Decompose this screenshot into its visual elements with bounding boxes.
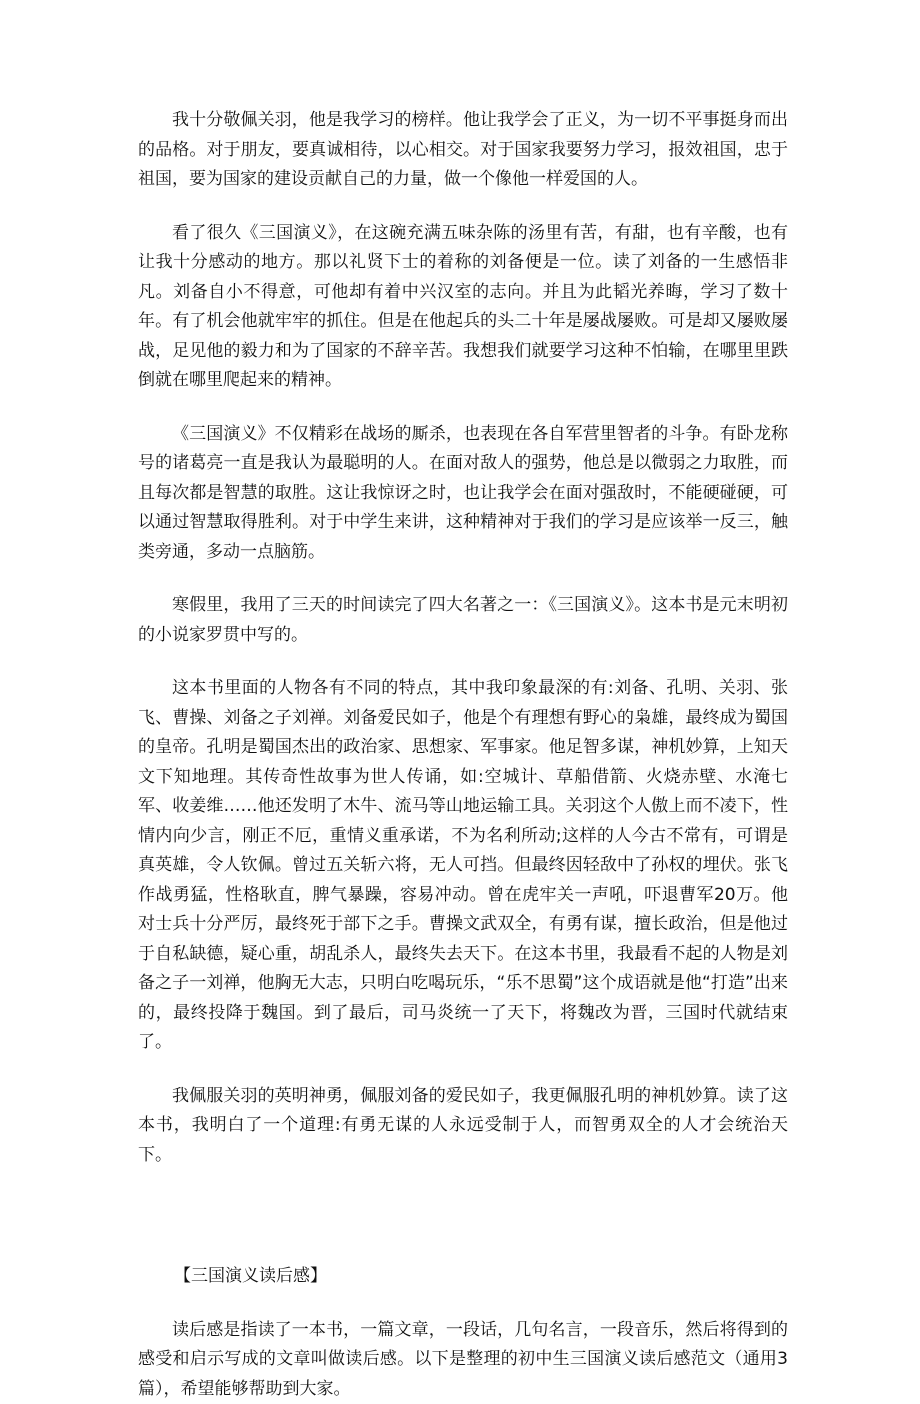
paragraph-spacer [138,396,788,420]
document-body [138,106,788,1404]
section-heading: 【三国演义读后感】 [138,1262,788,1292]
paragraph-zhuge-wisdom: 《三国演义》不仅精彩在战场的厮杀，也表现在各自军营里智者的斗争。有卧龙称号的诸葛亮一直是我认为最聪明的人。在面对敌人的强势，他总是以微弱之力取胜，而且每次都是智慧的取胜。这让我惊讶之时，也让我学会在面对强敌时，不能硬碰硬，可以通过智慧取得胜利。对于中学生来讲，这种精神对于我们的学习是应该举一反三，触类旁通，多动一点脑筋。 [138,420,788,568]
paragraph-spacer [138,650,788,674]
paragraph-conclusion: 我佩服关羽的英明神勇，佩服刘备的爱民如子，我更佩服孔明的神机妙算。读了这本书，我明白了一个道理:有勇无谋的人永远受制于人，而智勇双全的人才会统治天下。 [138,1082,788,1171]
paragraph-intro: 读后感是指读了一本书，一篇文章，一段话，几句名言，一段音乐，然后将得到的感受和启示写成的文章叫做读后感。以下是整理的初中生三国演义读后感范文（通用3篇），希望能够帮助到大家。 [138,1316,788,1404]
paragraph-winter-reading: 寒假里，我用了三天的时间读完了四大名著之一：《三国演义》。这本书是元末明初的小说家罗贯中写的。 [138,591,788,650]
paragraph-spacer [138,195,788,219]
paragraph-spacer [138,567,788,591]
paragraph-spacer [138,1292,788,1316]
section-spacer [138,1170,788,1262]
paragraph-liubei-perseverance: 看了很久《三国演义》，在这碗充满五味杂陈的汤里有苦，有甜，也有辛酸，也有让我十分感动的地方。那以礼贤下士的着称的刘备便是一位。读了刘备的一生感悟非凡。刘备自小不得意，可他却有着中兴汉室的志向。并且为此韬光养晦，学习了数十年。有了机会他就牢牢的抓住。但是在他起兵的头二十年是屡战屡败。可是却又屡败屡战，足见他的毅力和为了国家的不辞辛苦。我想我们就要学习这种不怕输，在哪里里跌倒就在哪里爬起来的精神。 [138,219,788,396]
paragraph-characters: 这本书里面的人物各有不同的特点，其中我印象最深的有:刘备、孔明、关羽、张飞、曹操、刘备之子刘禅。刘备爱民如子，他是个有理想有野心的枭雄，最终成为蜀国的皇帝。孔明是蜀国杰出的政治家、思想家、军事家。他足智多谋，神机妙算，上知天文下知地理。其传奇性故事为世人传诵，如:空城计、草船借箭、火烧赤壁、水淹七军、收姜维……他还发明了木牛、流马等山地运输工具。关羽这个人傲上而不凌下，性情内向少言，刚正不厄，重情义重承诺，不为名利所动;这样的人今古不常有，可谓是真英雄，令人钦佩。曾过五关斩六将，无人可挡。但最终因轻敌中了孙权的埋伏。张飞作战勇猛，性格耿直，脾气暴躁，容易冲动。曾在虎牢关一声吼，吓退曹军20万。他对士兵十分严厉，最终死于部下之手。曹操文武双全，有勇有谋，擅长政治，但是他过于自私缺德，疑心重，胡乱杀人，最终失去天下。在这本书里，我最看不起的人物是刘备之子一刘禅，他胸无大志，只明白吃喝玩乐，“乐不思蜀”这个成语就是他“打造”出来的，最终投降于魏国。到了最后，司马炎统一了天下，将魏改为晋，三国时代就结束了。 [138,674,788,1058]
paragraph-spacer [138,1058,788,1082]
paragraph-guanyu-admiration: 我十分敬佩关羽，他是我学习的榜样。他让我学会了正义，为一切不平事挺身而出的品格。对于朋友，要真诚相待，以心相交。对于国家我要努力学习，报效祖国，忠于祖国，要为国家的建设贡献自己的力量，做一个像他一样爱国的人。 [138,106,788,195]
